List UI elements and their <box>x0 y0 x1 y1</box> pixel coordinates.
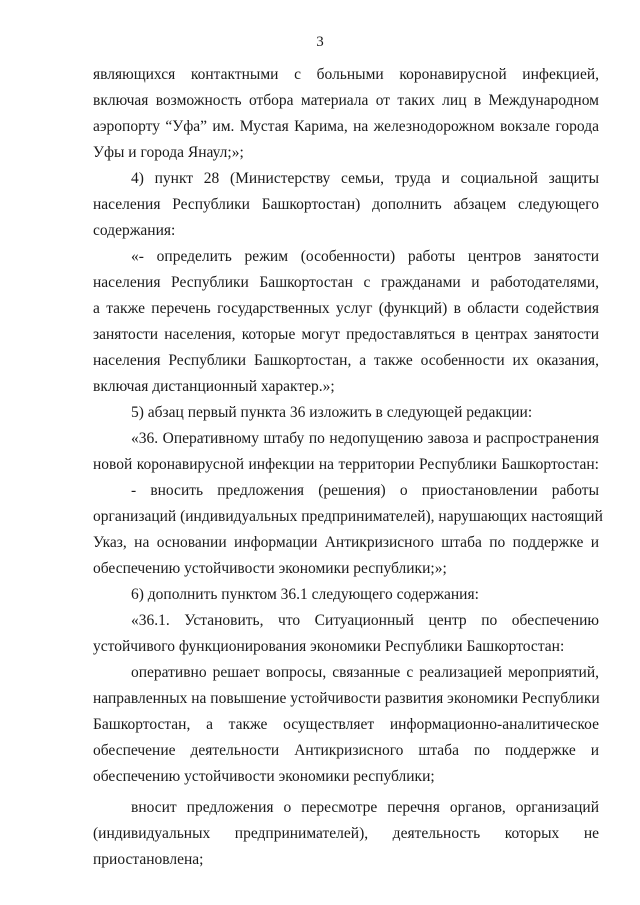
text-line: обеспечению устойчивости экономики республики; <box>93 768 435 785</box>
text-line: устойчивого функционирования экономики Республики Башкортостан: <box>93 638 565 655</box>
text-line: «36.1. Установить, что Ситуационный центр по обеспечению <box>131 612 599 629</box>
text-line: оперативно решает вопросы, связанные с реализацией мероприятий, <box>131 664 599 681</box>
text-line: новой коронавирусной инфекции на территории Республики Башкортостан: <box>93 456 599 473</box>
text-line: вносит предложения о пересмотре перечня органов, организаций <box>131 799 599 816</box>
text-line: а также перечень государственных услуг (функций) в области содействия <box>93 300 599 317</box>
text-line: аэропорту “Уфа” им. Мустая Карима, на железнодорожном вокзале города <box>93 118 599 135</box>
text-line: Башкортостан, а также осуществляет информационно-аналитическое <box>93 716 599 733</box>
text-line: включая дистанционный характер.»; <box>93 378 335 395</box>
page-number: 3 <box>316 34 324 50</box>
text-line: являющихся контактными с больными коронавирусной инфекцией, <box>93 66 599 83</box>
text-line: 4) пункт 28 (Министерству семьи, труда и социальной защиты <box>131 170 599 187</box>
text-line: - вносить предложения (решения) о приостановлении работы <box>131 482 599 499</box>
text-line: обеспечению устойчивости экономики республики;»; <box>93 560 447 577</box>
text-line: Указ, на основании информации Антикризисного штаба по поддержке и <box>93 534 599 551</box>
text-line: содержания: <box>93 222 176 239</box>
text-line: «36. Оперативному штабу по недопущению завоза и распространения <box>131 430 599 447</box>
text-line: направленных на повышение устойчивости развития экономики Республики <box>93 690 600 707</box>
text-line: населения Республики Башкортостан, а также особенности их оказания, <box>93 352 599 369</box>
text-line: (индивидуальных предпринимателей), деятельность которых не <box>93 825 599 842</box>
text-line: включая возможность отбора материала от таких лиц в Международном <box>93 92 599 109</box>
text-line: организаций (индивидуальных предпринимателей), нарушающих настоящий <box>93 508 603 525</box>
text-line: населения Республики Башкортостан) дополнить абзацем следующего <box>93 196 599 213</box>
text-line: населения Республики Башкортостан с гражданами и работодателями, <box>93 274 599 291</box>
text-line: занятости населения, которые могут предоставляться в центрах занятости <box>93 326 599 343</box>
text-line: 6) дополнить пунктом 36.1 следующего содержания: <box>131 586 479 603</box>
text-line: приостановлена; <box>93 851 204 868</box>
text-line: «- определить режим (особенности) работы центров занятости <box>131 248 599 265</box>
text-line: Уфы и города Янаул;»; <box>93 144 244 161</box>
text-line: обеспечение деятельности Антикризисного штаба по поддержке и <box>93 742 599 759</box>
text-line: 5) абзац первый пункта 36 изложить в следующей редакции: <box>131 404 533 421</box>
